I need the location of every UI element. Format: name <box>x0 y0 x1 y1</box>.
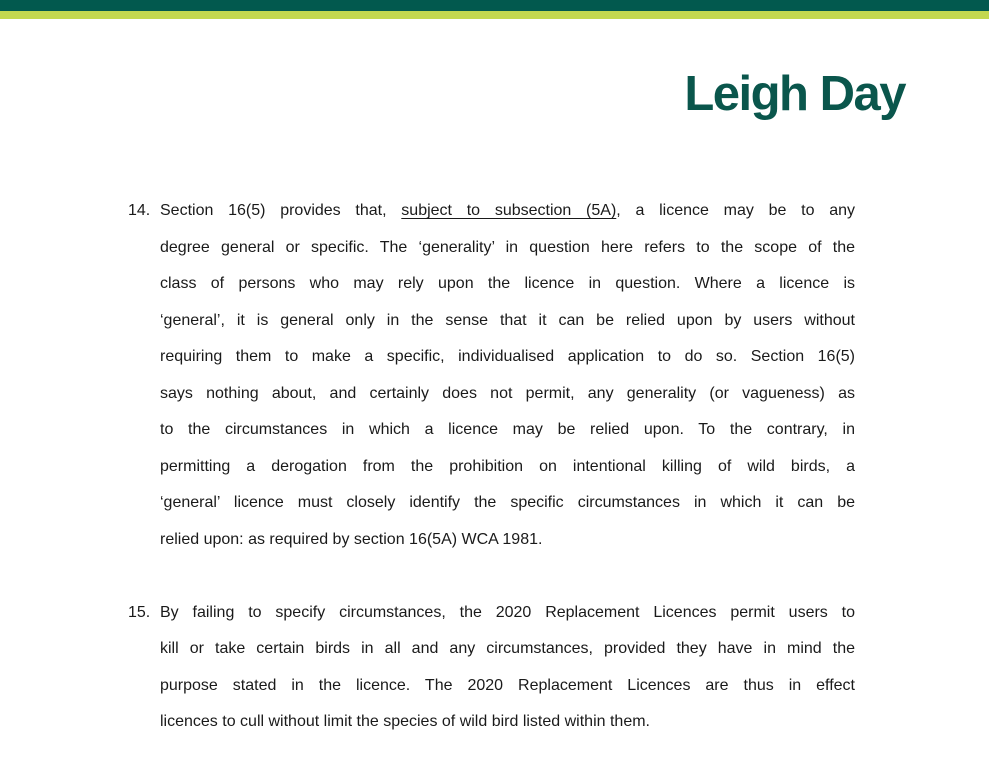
paragraph-14-text <box>160 193 855 558</box>
text-line: ‘general’, it is general only in the sense that it can be relied upon by users without <box>160 311 855 329</box>
text-line: class of persons who may rely upon the licence in question. Where a licence is <box>160 275 855 292</box>
header-bar-lime-green <box>0 11 989 19</box>
text-line: says nothing about, and certainly does not permit, any generality (or vagueness) as <box>160 384 855 402</box>
paragraph-15 <box>128 595 855 741</box>
text-line: purpose stated in the licence. The 2020 Replacement Licences are thus in effect <box>160 676 855 694</box>
text-line: degree general or specific. The ‘generality’ in question here refers to the scope of the <box>160 238 855 256</box>
text-line: requiring them to make a specific, individualised application to do so. Section 16(5) <box>160 348 855 365</box>
paragraph-14 <box>128 193 855 558</box>
text-line: relied upon: as required by section 16(5A) WCA 1981. <box>160 530 543 548</box>
text-line <box>160 193 855 230</box>
text-line: to the circumstances in which a licence may be relied upon. To the contrary, in <box>160 421 855 438</box>
text-line: ‘general’ licence must closely identify the specific circumstances in which it can be <box>160 494 855 511</box>
text-segment: , a licence may be to any <box>616 202 856 219</box>
paragraph-15-number: 15. <box>128 603 151 621</box>
text-line: licences to cull without limit the species of wild bird listed within them. <box>160 713 650 730</box>
header-bar-dark-green <box>0 0 989 11</box>
text-segment: Section 16(5) provides that, <box>160 202 402 219</box>
document-body <box>128 193 855 741</box>
paragraph-14-number: 14. <box>128 202 151 219</box>
leigh-day-logo: Leigh Day <box>684 67 905 121</box>
text-line: kill or take certain birds in all and any circumstances, provided they have in mind the <box>160 640 855 657</box>
paragraph-15-text <box>160 595 855 741</box>
text-line: permitting a derogation from the prohibition on intentional killing of wild birds, a <box>160 457 855 475</box>
text-line: By failing to specify circumstances, the 2020 Replacement Licences permit users to <box>160 603 855 621</box>
underlined-text: subject to subsection (5A) <box>401 202 617 219</box>
